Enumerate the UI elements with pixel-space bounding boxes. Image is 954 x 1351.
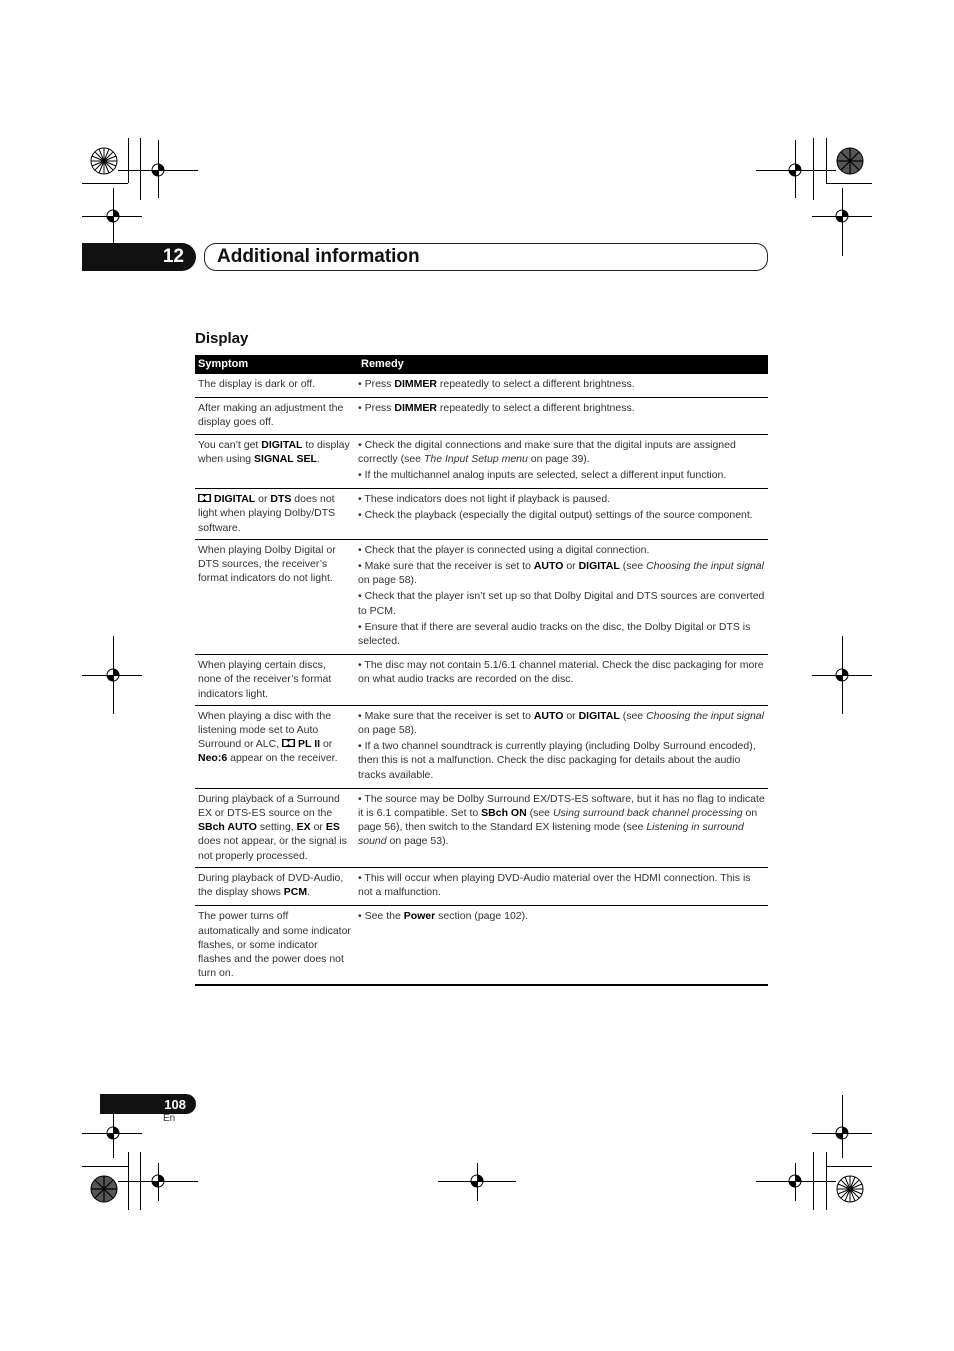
remedy-cell: • Check the digital connections and make sure that the digital inputs are assigned correctly (see The Input Setup menu on page 39). • If the multichannel analog inputs are selected, select a different input function. xyxy=(355,434,768,489)
table-row xyxy=(195,434,768,489)
symptom-cell: The power turns off automatically and some indicator flashes, or some indicator flashes and the power does not turn on. xyxy=(195,906,355,986)
double-d-icon xyxy=(282,737,295,745)
table-row xyxy=(195,867,768,905)
chapter-title: Additional information xyxy=(204,243,768,271)
table-row xyxy=(195,655,768,706)
sunburst-mark-icon xyxy=(90,147,118,175)
remedy-cell: • These indicators does not light if playback is paused. • Check the playback (especially the digital output) settings of the source component. xyxy=(355,489,768,540)
remedy-cell: • Make sure that the receiver is set to AUTO or DIGITAL (see Choosing the input signal on page 58). • If a two channel soundtrack is currently playing (including Dolby Surround encoded), then this is not a malfunction. Check the disc packaging for details about the audio tracks available. xyxy=(355,705,768,788)
remedy-cell: • See the Power section (page 102). xyxy=(355,906,768,986)
section-title: Display xyxy=(195,330,249,347)
table-row xyxy=(195,489,768,540)
symptom-header: Symptom xyxy=(195,355,355,374)
remedy-header: Remedy xyxy=(355,355,768,374)
table-header-row xyxy=(195,355,768,374)
remedy-cell: • Check that the player is connected using a digital connection. • Make sure that the receiver is set to AUTO or DIGITAL (see Choosing the input signal on page 58). • Check that the player isn’t set up so that Dolby Digital and DTS sources are converted to PCM. • Ensure that if there are several audio tracks on the disc, the Dolby Digital or DTS is selected. xyxy=(355,539,768,654)
symptom-cell: You can’t get DIGITAL to display when using SIGNAL SEL. xyxy=(195,434,355,489)
page-number: 108 xyxy=(100,1094,196,1114)
remedy-cell: • Press DIMMER repeatedly to select a different brightness. xyxy=(355,398,768,434)
symptom-cell: During playback of DVD-Audio, the display shows PCM. xyxy=(195,867,355,905)
sunburst-mark-icon xyxy=(836,1175,864,1203)
symptom-cell: During playback of a Surround EX or DTS-ES source on the SBch AUTO setting, EX or ES does not appear, or the signal is not properly processed. xyxy=(195,788,355,867)
sunburst-mark-icon xyxy=(90,1175,118,1203)
table-row xyxy=(195,906,768,986)
symptom-cell: When playing Dolby Digital or DTS sources, the receiver’s format indicators do not light. xyxy=(195,539,355,654)
table-row xyxy=(195,374,768,398)
remedy-cell: • Press DIMMER repeatedly to select a different brightness. xyxy=(355,374,768,398)
table-row xyxy=(195,705,768,788)
symptom-cell: DIGITAL or DTS does not light when playing Dolby/DTS software. xyxy=(195,489,355,540)
table-row xyxy=(195,539,768,654)
double-d-icon xyxy=(198,492,211,500)
troubleshooting-table xyxy=(195,355,768,986)
symptom-cell: When playing certain discs, none of the receiver’s format indicators light. xyxy=(195,655,355,706)
symptom-cell: When playing a disc with the listening mode set to Auto Surround or ALC, PL II or Neo:6 appear on the receiver. xyxy=(195,705,355,788)
symptom-cell: After making an adjustment the display goes off. xyxy=(195,398,355,434)
remedy-cell: • The disc may not contain 5.1/6.1 channel material. Check the disc packaging for more on what audio tracks are recorded on the disc. xyxy=(355,655,768,706)
language-code: En xyxy=(163,1113,176,1124)
table-row xyxy=(195,398,768,434)
table-row xyxy=(195,788,768,867)
symptom-cell: The display is dark or off. xyxy=(195,374,355,398)
sunburst-mark-icon xyxy=(836,147,864,175)
remedy-cell: • The source may be Dolby Surround EX/DTS-ES software, but it has no flag to indicate it is 6.1 compatible. Set to SBch ON (see Using surround back channel processing on page 56), then switch to the Standard EX listening mode (see Listening in surround sound on page 53). xyxy=(355,788,768,867)
chapter-number: 12 xyxy=(82,243,196,271)
remedy-cell: • This will occur when playing DVD-Audio material over the HDMI connection. This is not a malfunction. xyxy=(355,867,768,905)
